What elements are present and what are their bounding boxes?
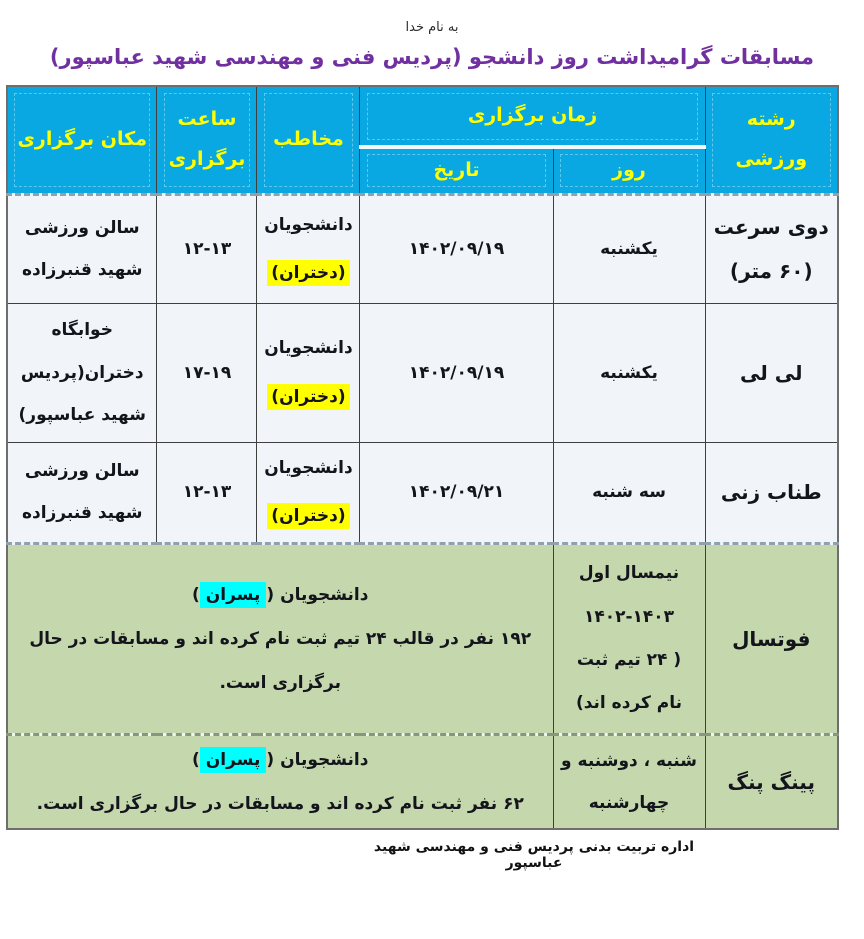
location-cell: خوابگاه دختران(پردیس شهید عباسپور) — [7, 303, 157, 442]
audience-group-highlight: (دختران) — [267, 260, 349, 286]
day-cell: یکشنبه — [553, 194, 705, 303]
day-cell: شنبه ، دوشنبه و چهارشنبه — [553, 734, 705, 829]
audience-line — [13, 573, 548, 617]
audience-cell — [257, 442, 360, 543]
sport-cell: فوتسال — [705, 543, 838, 734]
audience-cell — [257, 194, 360, 303]
sport-cell: طناب زنی — [705, 442, 838, 543]
hours-cell — [157, 303, 257, 442]
audience-line — [13, 738, 548, 782]
schedule-table — [6, 85, 839, 830]
audience-group-highlight: پسران — [200, 747, 267, 773]
hours-cell — [157, 442, 257, 543]
day-cell: سه شنبه — [553, 442, 705, 543]
col-header-location: مکان برگزاری — [7, 86, 157, 194]
audience-label: دانشجویان — [264, 338, 353, 359]
audience-before: دانشجویان ( — [266, 584, 369, 605]
header-row — [7, 86, 838, 147]
hours-value: ۱۷-۱۹ — [182, 362, 232, 383]
hours-value: ۱۲-۱۳ — [182, 482, 232, 503]
date-value: ۱۴۰۲/۰۹/۱۹ — [408, 239, 505, 260]
hours-value: ۱۲-۱۳ — [182, 239, 232, 260]
term-line: نام کرده اند) — [575, 693, 683, 714]
sport-cell: دوی سرعت (۶۰ متر) — [705, 194, 838, 303]
col-header-date: تاریخ — [360, 147, 553, 194]
details-cell — [7, 543, 553, 734]
audience-label: دانشجویان — [264, 457, 353, 478]
audience-label: دانشجویان — [264, 214, 353, 235]
footer-text: اداره تربیت بدنی پردیس فنی و مهندسی شهید عباسپور — [373, 839, 695, 872]
table-row-sprint — [7, 194, 838, 303]
audience-before: دانشجویان ( — [266, 749, 369, 770]
sport-cell: پینگ پنگ — [705, 734, 838, 829]
details-cell — [7, 734, 553, 829]
term-line: ۱۴۰۲-۱۴۰۳ — [583, 606, 675, 627]
table-row-futsal — [7, 543, 838, 734]
audience-group-highlight: (دختران) — [267, 384, 349, 410]
audience-after: ) — [191, 584, 200, 605]
col-header-hours-line2: برگزاری — [168, 147, 246, 170]
table-row-leyli — [7, 303, 838, 442]
hours-cell — [157, 194, 257, 303]
page-title: مسابقات گرامیداشت روز دانشجو (پردیس فنی و مهندسی شهید عباسپور) — [49, 45, 815, 69]
date-cell — [360, 303, 553, 442]
date-value: ۱۴۰۲/۰۹/۱۹ — [408, 362, 505, 383]
date-value: ۱۴۰۲/۰۹/۲۱ — [408, 482, 505, 503]
term-line: نیمسال اول — [578, 563, 680, 584]
location-cell: سالن ورزشی شهید قنبرزاده — [7, 194, 157, 303]
term-cell — [553, 543, 705, 734]
col-header-hours — [157, 86, 257, 194]
sport-cell: لی لی — [705, 303, 838, 442]
col-header-hours-line1: ساعت — [177, 108, 237, 131]
table-row-rope — [7, 442, 838, 543]
location-cell: سالن ورزشی شهید قنبرزاده — [7, 442, 157, 543]
col-header-day: روز — [553, 147, 705, 194]
date-cell — [360, 442, 553, 543]
term-line: ( ۲۴ تیم ثبت — [576, 649, 682, 670]
audience-after: ) — [191, 749, 200, 770]
bismillah-text: به نام خدا — [405, 20, 459, 35]
audience-group-highlight: پسران — [200, 582, 267, 608]
col-header-sport: رشته ورزشی — [705, 86, 838, 194]
audience-group-highlight: (دختران) — [267, 503, 349, 529]
audience-cell — [257, 303, 360, 442]
col-header-time-group: زمان برگزاری — [360, 86, 705, 147]
details-text: ۱۹۲ نفر در قالب ۲۴ تیم ثبت نام کرده اند و مسابقات در حال برگزاری است. — [29, 628, 532, 693]
day-cell: یکشنبه — [553, 303, 705, 442]
table-row-pingpong — [7, 734, 838, 829]
col-header-audience: مخاطب — [257, 86, 360, 194]
date-cell — [360, 194, 553, 303]
details-text: ۶۲ نفر ثبت نام کرده اند و مسابقات در حال برگزاری است. — [36, 794, 524, 815]
